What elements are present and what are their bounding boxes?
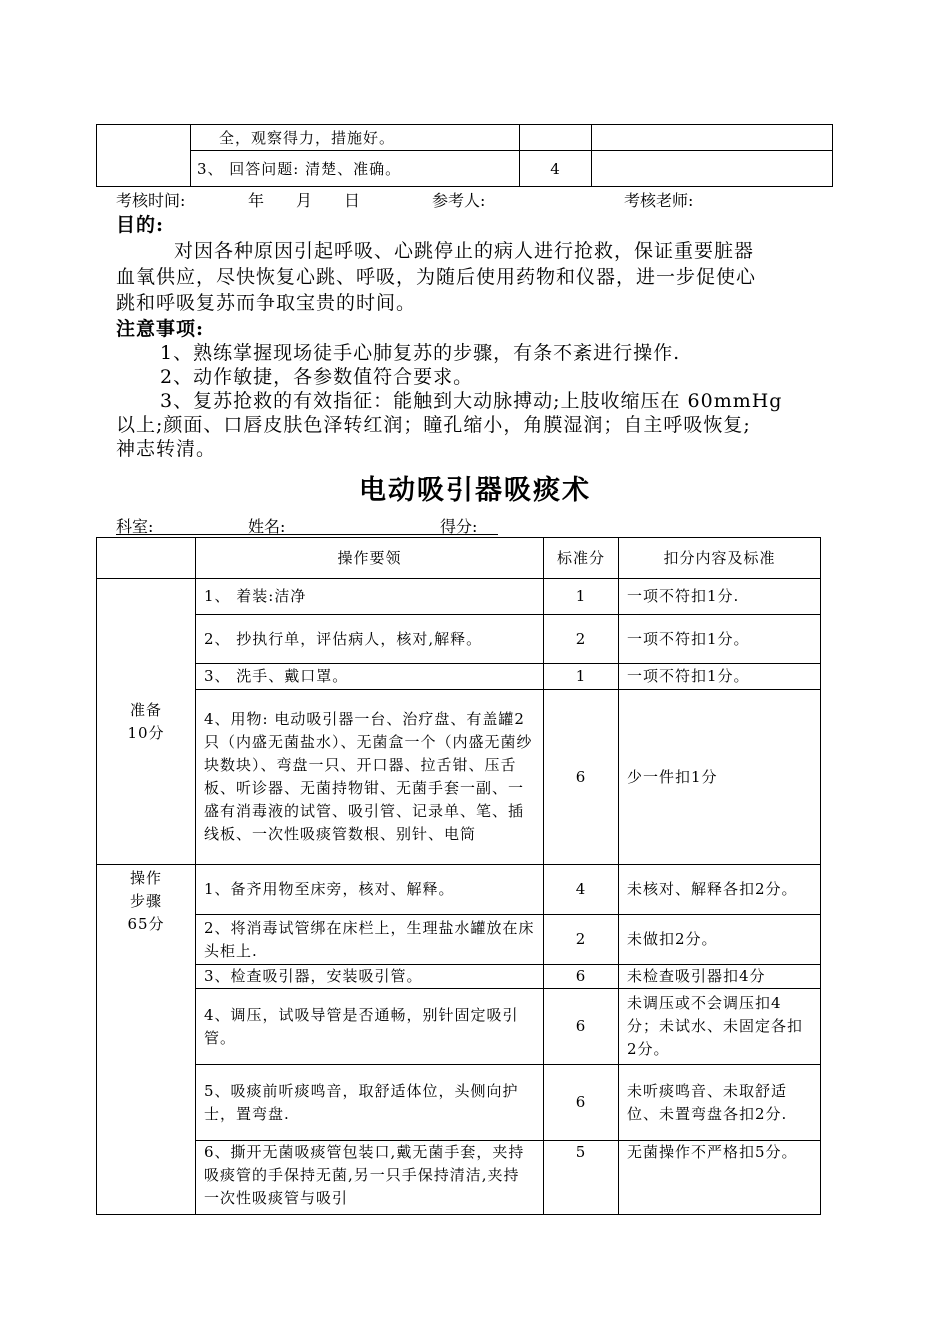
step-deduct: 无菌操作不严格扣5分。	[619, 1141, 821, 1215]
header-cell: 标准分	[544, 538, 619, 579]
step-score: 6	[544, 965, 619, 989]
table-cell: 4	[520, 151, 592, 187]
info-underline	[116, 534, 498, 535]
table-row	[97, 965, 821, 989]
participant-label: 参考人:	[432, 191, 486, 210]
top-table	[96, 124, 833, 187]
step-score: 2	[544, 915, 619, 965]
exam-year: 年	[248, 191, 265, 210]
step-deduct: 少一件扣1分	[619, 690, 821, 865]
table-cell	[97, 125, 191, 187]
table-row	[97, 125, 833, 151]
exam-info-line	[116, 188, 816, 212]
table-row	[97, 615, 821, 664]
step-score: 4	[544, 865, 619, 915]
step-score: 6	[544, 1065, 619, 1141]
notes-line: 3、复苏抢救的有效指征：能触到大动脉搏动;上肢收缩压在 60mmHg	[160, 390, 783, 412]
header-cell: 扣分内容及标准	[619, 538, 821, 579]
table-row	[97, 865, 821, 915]
step-content: 6、撕开无菌吸痰管包装口,戴无菌手套，夹持吸痰管的手保持无菌,另一只手保持清洁,夹持一次性吸痰管与吸引	[196, 1141, 544, 1215]
table-cell	[520, 125, 592, 151]
step-deduct: 一项不符扣1分。	[619, 664, 821, 690]
table-row	[97, 915, 821, 965]
step-score: 6	[544, 989, 619, 1065]
table-header-row	[97, 538, 821, 579]
exam-day: 日	[344, 191, 361, 210]
step-content: 1、备齐用物至床旁，核对、解释。	[196, 865, 544, 915]
step-deduct: 未检查吸引器扣4分	[619, 965, 821, 989]
step-score: 2	[544, 615, 619, 664]
step-content: 5、吸痰前听痰鸣音，取舒适体位，头侧向护士，置弯盘.	[196, 1065, 544, 1141]
table-row	[97, 151, 833, 187]
step-score: 1	[544, 579, 619, 615]
group-label-line: 步骤	[129, 892, 162, 910]
table-cell	[592, 125, 833, 151]
step-content: 3、检查吸引器，安装吸引管。	[196, 965, 544, 989]
table-cell: 3、 回答问题: 清楚、准确。	[191, 151, 520, 187]
group-label-line: 操作	[129, 869, 162, 887]
group-label-line: 10分	[127, 723, 165, 742]
examiner-label: 考核老师:	[624, 191, 694, 210]
notes-line: 1、熟练掌握现场徒手心肺复苏的步骤，有条不紊进行操作.	[160, 342, 681, 364]
step-content: 2、将消毒试管绑在床栏上，生理盐水罐放在床头柜上.	[196, 915, 544, 965]
step-deduct: 一项不符扣1分。	[619, 615, 821, 664]
table-row	[97, 1065, 821, 1141]
step-deduct: 未调压或不会调压扣4分；未试水、未固定各扣2分。	[619, 989, 821, 1065]
exam-time-label: 考核时间:	[116, 191, 186, 210]
exam-month: 月	[296, 191, 313, 210]
step-deduct: 未听痰鸣音、未取舒适位、未置弯盘各扣2分.	[619, 1065, 821, 1141]
score-label: 得分:	[440, 517, 478, 536]
purpose-line: 跳和呼吸复苏而争取宝贵的时间。	[116, 292, 417, 314]
step-deduct: 一项不符扣1分.	[619, 579, 821, 615]
section-title: 电动吸引器吸痰术	[359, 475, 591, 506]
dept-label: 科室:	[116, 517, 154, 536]
table-cell	[592, 151, 833, 187]
group-label-line: 65分	[127, 915, 165, 933]
step-score: 6	[544, 690, 619, 865]
table-row	[97, 1141, 821, 1215]
notes-line: 以上;颜面、口唇皮肤色泽转红润；瞳孔缩小，角膜湿润；自主呼吸恢复;	[116, 414, 751, 436]
table-row	[97, 664, 821, 690]
step-score: 1	[544, 664, 619, 690]
name-label: 姓名:	[248, 517, 286, 536]
notes-line: 2、动作敏捷，各参数值符合要求。	[160, 366, 474, 388]
step-content: 2、 抄执行单，评估病人，核对,解释。	[196, 615, 544, 664]
info-line	[116, 514, 516, 536]
step-deduct: 未做扣2分。	[619, 915, 821, 965]
table-row	[97, 579, 821, 615]
table-row	[97, 989, 821, 1065]
purpose-heading: 目的:	[116, 214, 165, 236]
step-content: 4、调压，试吸导管是否通畅，别针固定吸引管。	[196, 989, 544, 1065]
purpose-line: 血氧供应，尽快恢复心跳、呼吸，为随后使用药物和仪器，进一步促使心	[116, 266, 757, 288]
step-deduct: 未核对、解释各扣2分。	[619, 865, 821, 915]
step-content: 1、 着装:洁净	[196, 579, 544, 615]
table-row	[97, 690, 821, 865]
notes-heading: 注意事项:	[116, 318, 205, 340]
group-label-prep	[97, 579, 196, 865]
main-table	[96, 537, 821, 1215]
step-content: 3、 洗手、戴口罩。	[196, 664, 544, 690]
group-label-line: 准备	[129, 700, 162, 719]
table-cell: 全，观察得力，措施好。	[191, 125, 520, 151]
purpose-line: 对因各种原因引起呼吸、心跳停止的病人进行抢救，保证重要脏器	[174, 240, 755, 262]
header-cell: 操作要领	[196, 538, 544, 579]
step-content: 4、用物: 电动吸引器一台、治疗盘、有盖罐2只（内盛无菌盐水）、无菌盒一个（内盛无菌纱块数块）、弯盘一只、开口器、拉舌钳、压舌板、听诊器、无菌持物钳、无菌手套一副、一盛有消毒液的试管、吸引管、记录单、笔、插线板、一次性吸痰管数根、别针、电筒	[196, 690, 544, 865]
notes-line: 神志转清。	[116, 438, 217, 460]
header-cell	[97, 538, 196, 579]
group-label-ops	[97, 865, 196, 1215]
step-score: 5	[544, 1141, 619, 1215]
